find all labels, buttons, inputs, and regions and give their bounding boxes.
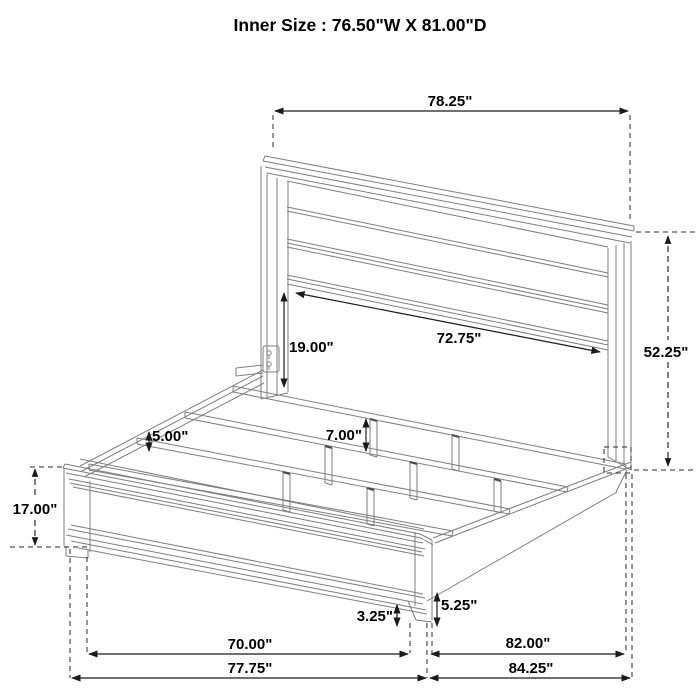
left-side-rail xyxy=(80,370,264,477)
dim-label-footboard-leg-height: 3.25" xyxy=(356,608,393,625)
dim-label-footboard-height: 17.00" xyxy=(12,501,58,518)
dim-label-headboard-inner-width: 72.75" xyxy=(436,330,482,347)
dim-label-headboard-height: 52.25" xyxy=(643,344,689,361)
extension-lines xyxy=(10,115,696,678)
dim-label-headboard-width: 78.25" xyxy=(427,93,473,110)
slats xyxy=(89,386,626,536)
headboard xyxy=(261,156,634,470)
right-side-rail xyxy=(427,462,631,601)
dimension-headboard-height xyxy=(644,236,689,466)
dimension-footboard-inner-width xyxy=(89,636,408,654)
diagram-title: Inner Size : 76.50"W X 81.00"D xyxy=(233,15,487,35)
dim-label-footboard-outer-width: 77.75" xyxy=(227,660,273,677)
dim-label-slat-spacing-side: 5.00" xyxy=(152,428,189,445)
dimension-footboard-height xyxy=(13,469,58,545)
dimension-footboard-leg-height xyxy=(357,605,397,626)
dimension-rail-floor-clearance xyxy=(437,593,477,626)
dimension-side-rail-length xyxy=(431,635,624,654)
dimension-headboard-width xyxy=(275,93,628,111)
dim-label-rail-floor-clearance: 5.25" xyxy=(441,597,478,614)
dimension-rail-to-panel-height xyxy=(284,293,334,387)
dim-label-overall-length: 84.25" xyxy=(508,660,554,677)
dimension-footboard-outer-width xyxy=(72,660,426,678)
dim-label-footboard-inner-width: 70.00" xyxy=(227,636,273,653)
dim-label-slat-spacing-center: 7.00" xyxy=(325,427,362,444)
dim-label-side-rail-length: 82.00" xyxy=(505,635,551,652)
rail-hook-bracket xyxy=(236,346,279,376)
dimension-overall-length xyxy=(430,660,630,678)
dim-label-rail-to-panel-height: 19.00" xyxy=(289,339,334,356)
